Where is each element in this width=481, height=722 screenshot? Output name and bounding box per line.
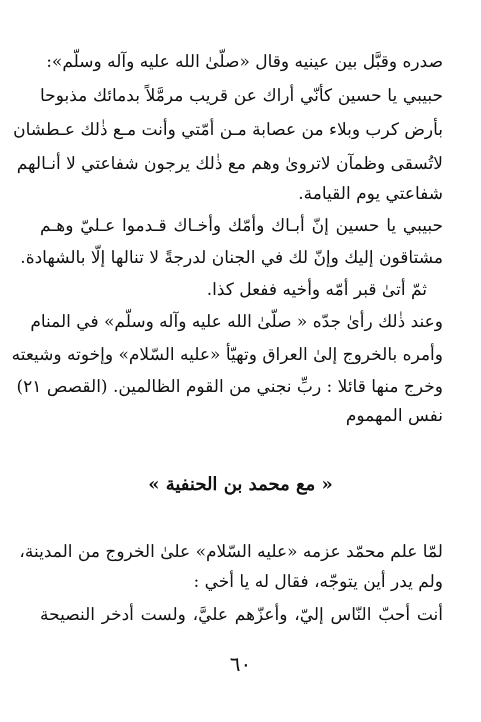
text-line: حبيبي يا حسين إنّ أبـاك وأمّك وأخـاك قـدموا عـليّ وهـم (40, 216, 443, 236)
text-line: لاتُسقى وظمآن لاتروىٰ وهم مع ذٰلك يرجون شفاعتي لا أنـالهم (16, 154, 443, 174)
section-heading: « مع محمد بن الحنفية » (148, 474, 333, 495)
text-line: ثمّ أتىٰ قبر أمّه وأخيه ففعل كذا. (206, 280, 427, 300)
text-line: شفاعتي يوم القيامة. (298, 184, 443, 204)
source-citation: نفس المهموم (345, 406, 443, 426)
text-line: ولم يدر أين يتوجّه، فقال له يا أخي : (193, 572, 443, 592)
text-line: أنت أحبّ النّاس إليّ، وأعزّهم عليَّ، ولست أدخر النصيحة (40, 605, 443, 625)
text-line: حبيبي يا حسين كأنّي أراك عن قريب مرمَّلاً بدمائك مذبوحا (40, 86, 443, 106)
text-line: لمّا علم محمّد عزمه «عليه السّلام» علىٰ الخروج من المدينة، (19, 542, 443, 562)
page-number: ٦٠ (229, 652, 252, 676)
text-line: مشتاقون إليك وإنّ لك في الجنان لدرجةً لا تنالها إلّا بالشهادة. (20, 248, 443, 268)
text-line: وخرج منها قائلا : ربِّ نجني من القوم الظالمين. (القصص ٢١) (16, 377, 443, 397)
text-line: وأمره بالخروج إلىٰ العراق وتهيّأ «عليه السّلام» وإخوته وشيعته (11, 345, 443, 365)
text-line: صدره وقبَّل بين عينيه وقال «صلّىٰ الله عليه وآله وسلّم»: (46, 52, 443, 72)
text-line: وعند ذٰلك رأىٰ جدّه « صلّىٰ الله عليه وآله وسلّم» في المنام (30, 312, 443, 332)
text-line: بأرض كرب وبلاء من عصابة مـن أمّتي وأنت مـع ذٰلك عـطشان (13, 120, 443, 140)
